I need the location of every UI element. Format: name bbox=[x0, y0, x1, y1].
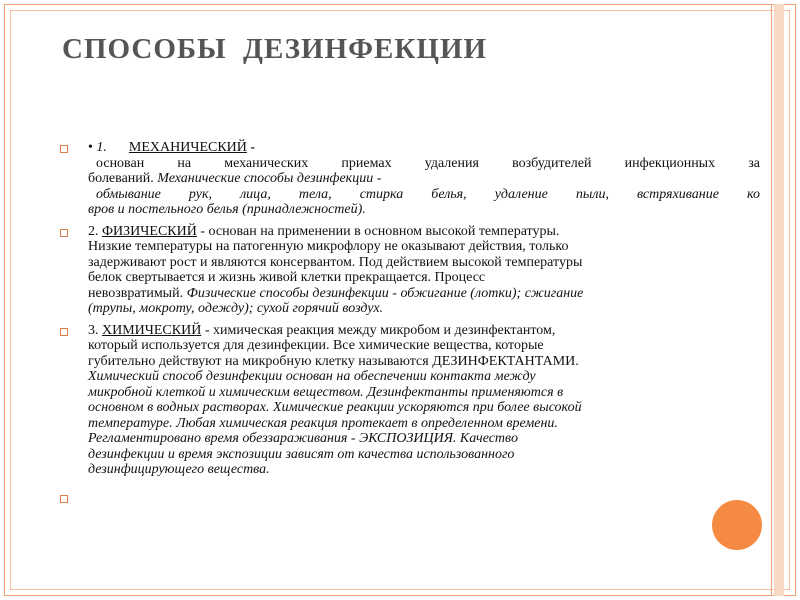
list-item-empty bbox=[60, 490, 760, 504]
right-accent-band bbox=[774, 4, 784, 596]
method-name: ФИЗИЧЕСКИЙ bbox=[102, 223, 197, 239]
square-bullet-icon bbox=[60, 145, 68, 153]
method-name: МЕХАНИЧЕСКИЙ bbox=[128, 140, 247, 155]
square-bullet-icon bbox=[60, 229, 68, 237]
slide-title: СПОСОБЫ ДЕЗИНФЕКЦИИ bbox=[62, 33, 488, 65]
orange-circle-decoration bbox=[712, 500, 762, 550]
square-bullet-icon bbox=[60, 328, 68, 336]
square-bullet-icon bbox=[60, 495, 68, 503]
method-name: ХИМИЧЕСКИЙ bbox=[102, 322, 202, 338]
list-item-chemical: 3. ХИМИЧЕСКИЙ - химическая реакция между микробом и дезинфектантом, который используется для дезинфекции. Все химические вещества, которые губительно действуют на микробную клетку называются ДЕЗИНФЕКТАНТАМИ. Химический способ дезинфекции основан на обеспечении контакта между микробной клеткой и химическим веществом. Дезинфектанты применяются в основном в водных растворах. Химические реакции ускоряются при более высокой температуре. Любая химическая реакция протекает в определенном времени. Регламентировано время обеззараживания - ЭКСПОЗИЦИЯ. Качество дезинфекции и время экспозиции зависят от качества использованного дезинфицирующего вещества. bbox=[60, 323, 760, 478]
list-item-physical: 2. ФИЗИЧЕСКИЙ - основан на применении в основном высокой температуры. Низкие температуры на патогенную микрофлору не оказывают действия, только задерживают рост и являются консервантом. Под действием высокой температуры белок свертывается и жизнь живой клетки прекращается. Процесс невозвратимый. Физические способы дезинфекции - обжигание (лотки); сжигание (трупы, мокроту, одежду); сухой горячий воздух. bbox=[60, 224, 760, 317]
slide-content bbox=[60, 140, 760, 510]
right-accent-line bbox=[771, 4, 772, 596]
list-item-mechanical: • 1. МЕХАНИЧЕСКИЙ - основан на механических приемах удаления возбудителей инфекционных за болеваний. Механические способы дезинфекции - обмывание рук, лица, тела, стирка белья, удаление пыли, встряхивание ко вров и постельного белья (принадлежностей). bbox=[60, 140, 760, 218]
